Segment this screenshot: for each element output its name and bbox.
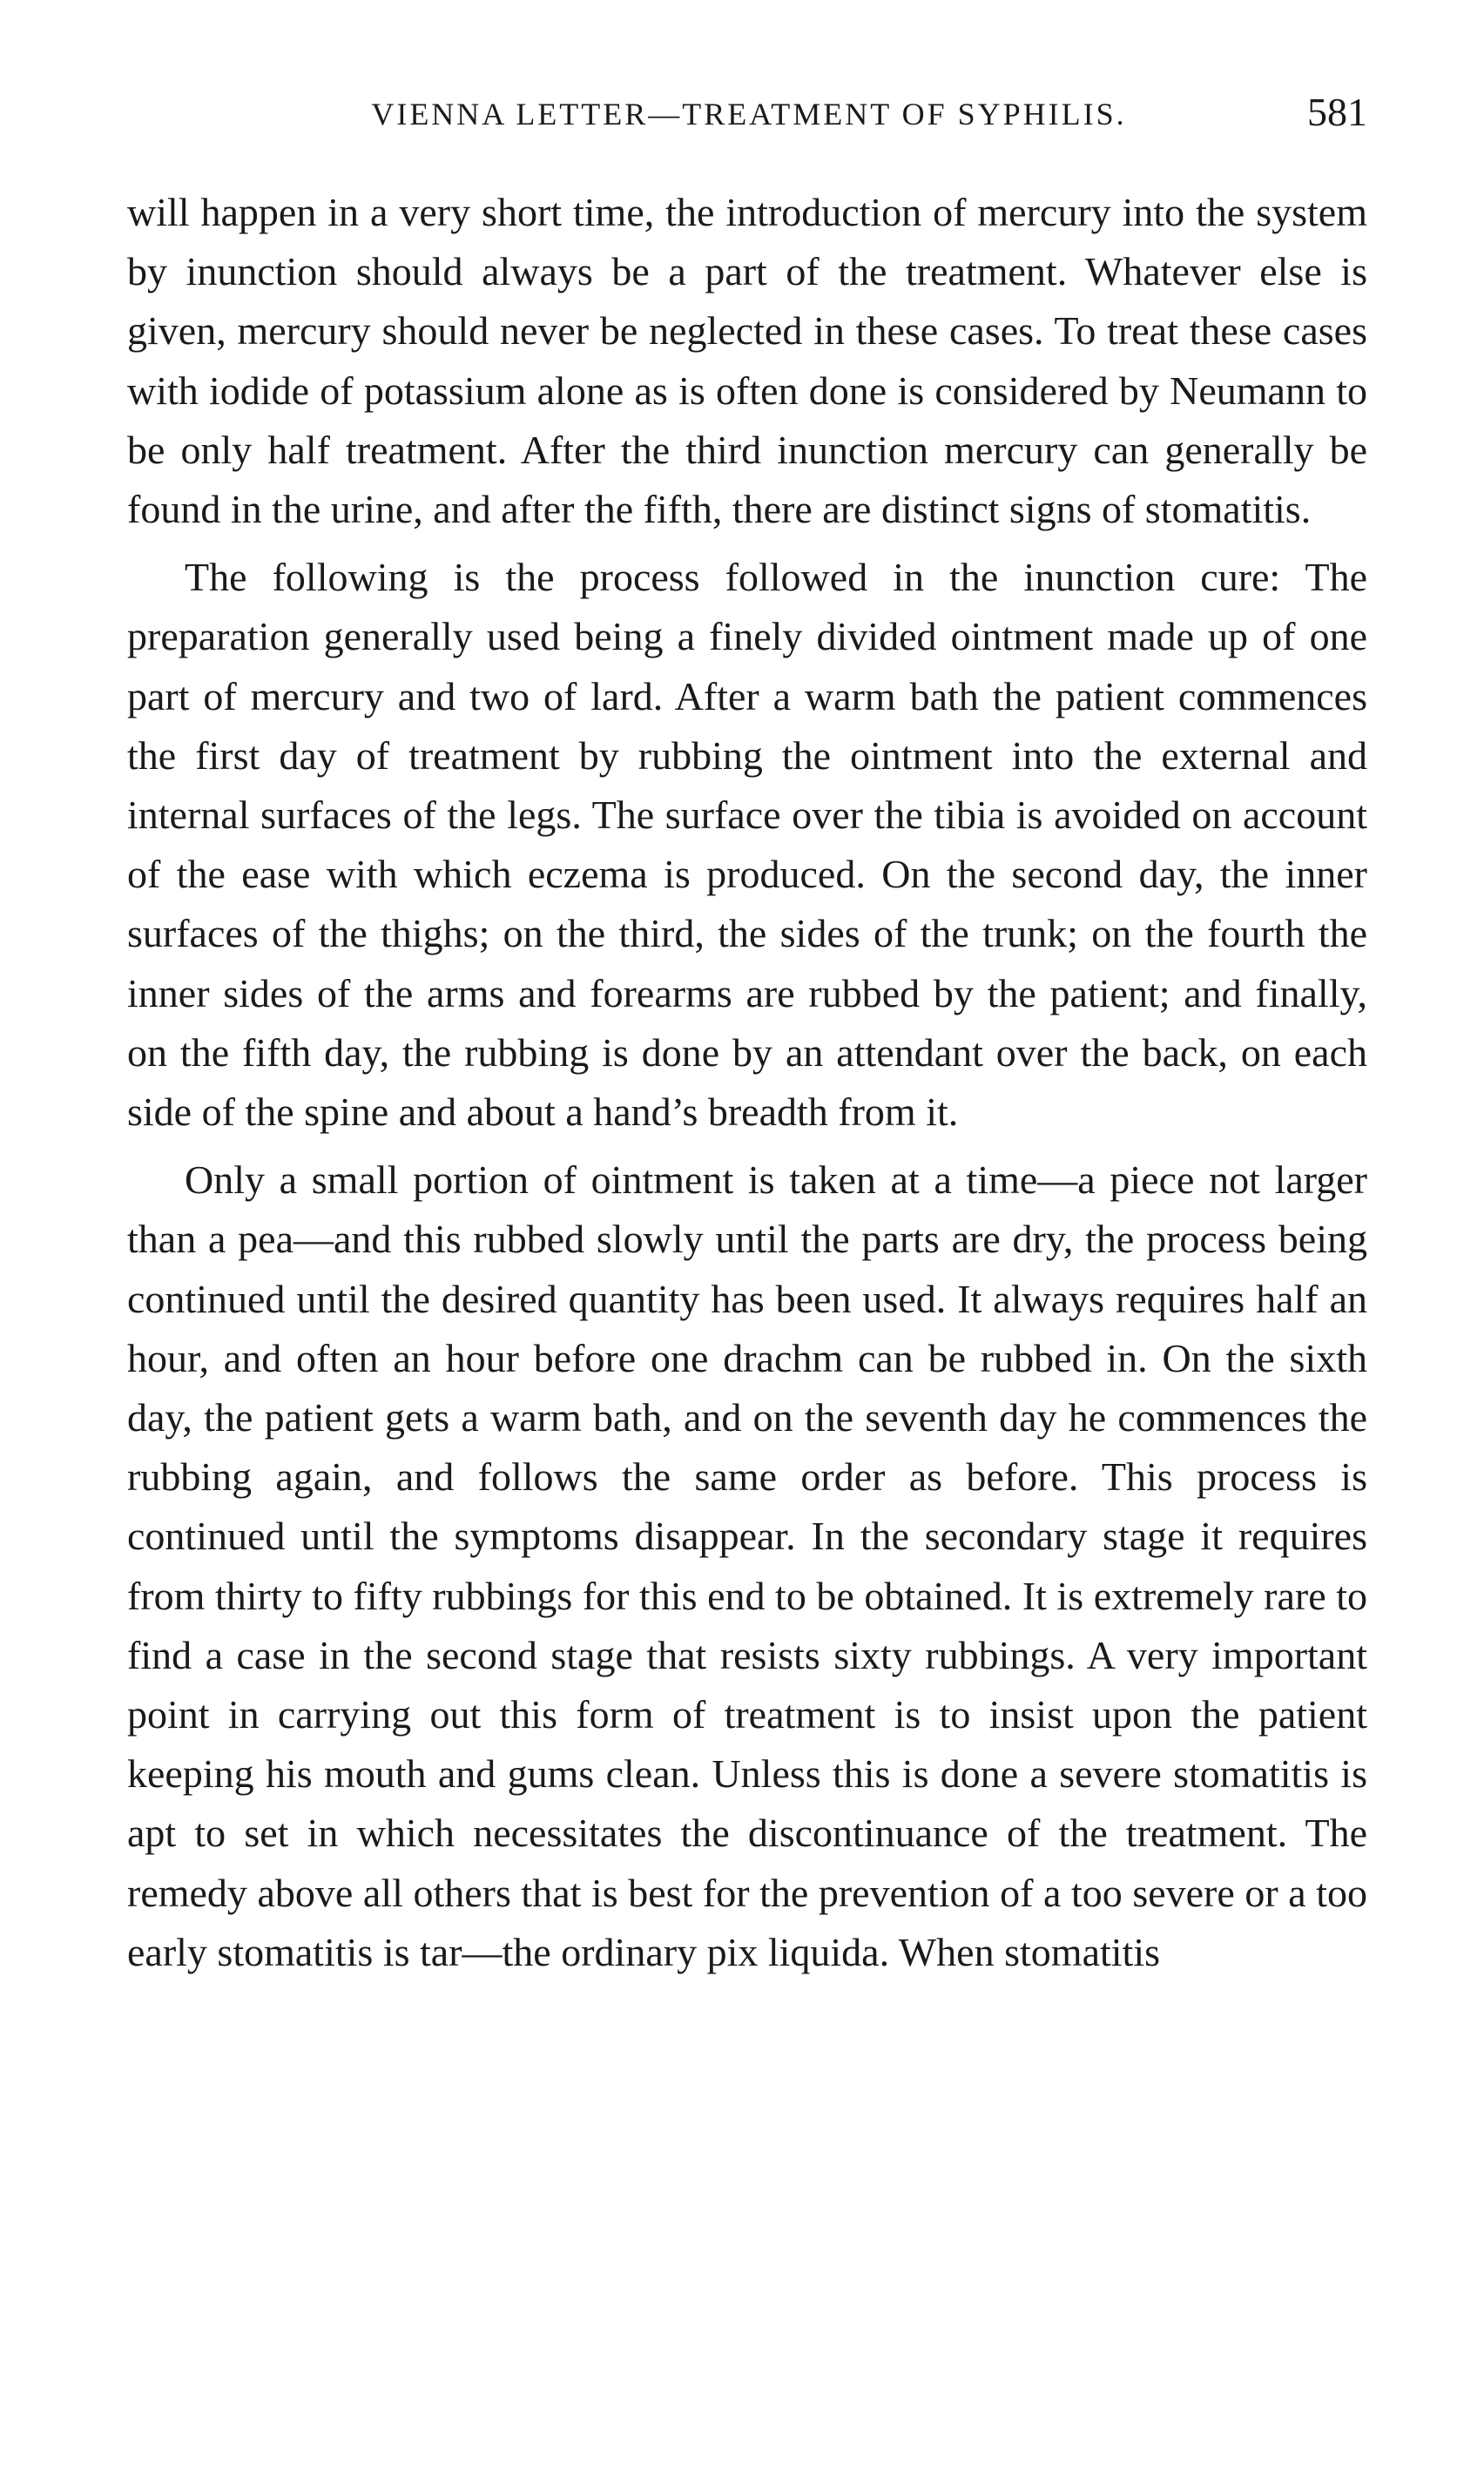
body-text	[127, 183, 1367, 1982]
paragraph-2: The following is the process followed in the inunction cure: The preparation generally used being a finely divided ointment made up of one part of mercury and two of lard. After a warm bath the patient commences the first day of treatment by rubbing the ointment into the external and internal surfaces of the legs. The surface over the tibia is avoided on account of the ease with which eczema is produced. On the second day, the inner surfaces of the thighs; on the third, the sides of the trunk; on the fourth the inner sides of the arms and forearms are rubbed by the patient; and finally, on the fifth day, the rubbing is done by an attendant over the back, on each side of the spine and about a hand’s breadth from it.	[127, 555, 1367, 1135]
running-head	[131, 87, 1367, 148]
paragraph-1: will happen in a very short time, the introduction of mercury into the system by inunction should always be a part of the treatment. Whatever else is given, mercury should never be neglected in these cases. To treat these cases with iodide of potassium alone as is often done is considered by Neumann to be only half treatment. After the third inunction mercury can generally be found in the urine, and after the fifth, there are distinct signs of stomatitis.	[127, 190, 1367, 532]
paragraph-3: Only a small portion of ointment is taken at a time—a piece not larger than a pea—and this rubbed slowly until the parts are dry, the process being continued until the desired quantity has been used. It always requires half an hour, and often an hour before one drachm can be rubbed in. On the sixth day, the patient gets a warm bath, and on the seventh day he commences the rubbing again, and follows the same order as before. This process is continued until the symptoms disappear. In the secondary stage it requires from thirty to fifty rubbings for this end to be obtained. It is extremely rare to find a case in the second stage that resists sixty rubbings. A very important point in carrying out this form of treatment is to insist upon the patient keeping his mouth and gums clean. Unless this is done a severe stomatitis is apt to set in which necessitates the discontinuance of the treatment. The remedy above all others that is best for the prevention of a too severe or a too early stomatitis is tar—the ordinary pix liquida. When stomatitis	[127, 1157, 1367, 1974]
page-number: 581	[1307, 90, 1367, 134]
running-title: VIENNA LETTER—TREATMENT OF SYPHILIS.	[371, 97, 1127, 132]
